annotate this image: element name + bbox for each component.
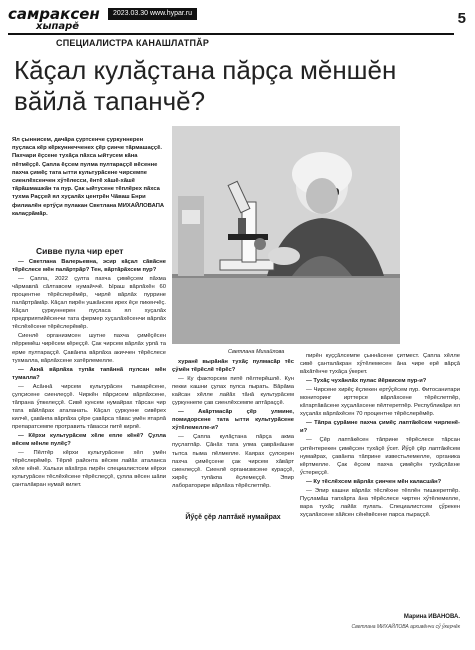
paragraph: — Тухăç чухăнлăх пулас йĕркисем пур-и?	[306, 378, 427, 385]
photo-credit: Светлана МИХАЙЛОВА архивĕнчи сӳ ӳкерчĕк	[351, 624, 460, 630]
paragraph: — Асăннă чирсем культурăсен тымарĕсене, çулçисене сиенлеççĕ. Чиркĕн пăрçисем вăрлăхсене, тăпрана ӳпкелеççĕ. Сивĕ кунсем нумайрах тăрсан чир тата вăйлăрах аталанать. Кăçал çуркунне сивĕрех килчĕ, çавăнпа вăрлăха çĕре çавăрса тăвас умĕн ятарлă препаратсемпе протравить тăвасси питĕ кирлĕ.	[12, 383, 166, 430]
page-number: 5	[457, 10, 466, 27]
inner-subhead: Йӳçĕ çĕр лаптăкĕ нумайрах	[185, 514, 281, 521]
paragraph: — Çĕр лаптăкĕсен тăприне тĕрĕслесе тăрсан çитĕнтерекен çимĕçсен тухăçĕ ӳсет. Йӳçĕ çĕр лаптăкĕсем нумайрах, çавăнпа тăприне известьлемелле, органика кĕртмелле. Çак ĕçсем пахча çимĕçĕн тухăçлăхне ӳстереççĕ.	[300, 437, 460, 476]
section-title: СПЕЦИАЛИСТРА КАНАШЛАТПĂР	[56, 38, 210, 48]
article-column-1	[12, 258, 166, 638]
paragraph: — Пĕлтĕр кĕрхи культурăсене хĕл умĕн тĕрĕслерĕмĕр. Тĕрлĕ районта вĕсем лайăх аталанса хĕле кĕнĕ. Хальхи вăхăтра пирĕн специалистсем кĕрхи культурăсен тĕслĕхĕсене тĕрĕслеççĕ, çулла вĕсен шăпи çанталăкран нумай килет.	[12, 450, 166, 489]
newspaper-logo	[8, 6, 108, 32]
paragraph: — Акăртмасăр çĕр улмине, помидорсене тата ытти культурăсене хӳтĕлемелле-и?	[172, 409, 294, 432]
brand-name: самраксен	[8, 5, 100, 23]
section-subhead: Сивве пула чир ерет	[36, 246, 124, 256]
paragraph: — Çапла кулăçтана пăрçа акма пуçлатпăр. Çăнăх тата улма çаврăнăшне тытса пыма пĕлмелле. Каярах çулсерен пахча çимĕçсене çак чирсем хăвăрт сиенлеççĕ. Сиенлĕ организмсене кураççĕ, хирĕç тупăкпа ĕçлемеççĕ. Эпир лабораторире вăрлăха тĕрĕслетпĕр.	[172, 434, 294, 489]
article-column-2	[172, 358, 294, 638]
paragraph: — Кĕрхи культурăсем хĕле епле кĕнĕ? Çулла вĕсем мĕнле пулĕç?	[12, 432, 166, 448]
article-column-3	[300, 352, 460, 610]
paragraph: пирĕн куççăлсемпе çыннăсене çитмест. Çапла хĕлле сивĕ çанталăкран хӳтĕлемесен ăна чире ерĕ вăрçă вăхăтĕнче тухăçа ӳкерет.	[300, 353, 460, 376]
paragraph: — Çапла, 2022 çулта пахча çимĕçсем пăхма чăрмавлă сăлтавсем нумайччĕ. Ыраш вăрлăхĕн 60 процентне тĕрĕслерĕмĕр, чирлĕ вăрлăх пуррине палăртрăмăр. Кăçал пирĕн ушкăнсем ирех ĕçе пикенчĕç. Кăçал çуркуннерен пуçласа ял хуçалăх предприятийĕсенчи тата фермер хуçалăхĕсенчи вăрлăх тĕслĕхĕсене тĕрĕслерĕмĕр.	[12, 276, 166, 331]
header-rule	[8, 33, 454, 35]
paragraph: — Ку тĕслĕхсем вăрлăх çинчен мĕн каласшăн?	[306, 478, 442, 485]
photo-caption: Светлана Михайлова	[228, 349, 285, 355]
paragraph: — Эпир кашни вăрлăх тĕслĕхне тĕплĕн тишкеретпĕр. Пуçламăш тапхăрта ăна тĕрĕслесе чиртен хӳтĕлемелле, вара тухăç лайăх пулать. Специалистсем çӳрекен хуçалăхсене хăйсен сĕнĕвĕсене парса пыраççĕ.	[300, 487, 460, 518]
paragraph: хуранĕ вырăнăн тухăç пулмасăр тĕс çӳмĕн тĕрĕслĕ тĕрĕс?	[172, 359, 294, 374]
paragraph: — Ку факторсем питĕ пĕлтерĕшлĕ. Кун пекки кашни çулах пулса пырать. Вăрăма кайсан хĕлле лайăх тăнă культурăсем çуркуннепе çав сиенлĕхсемпе аптăраççĕ.	[172, 376, 294, 407]
article-headline: Кăçал кулăçтана пăрçа мĕншĕн вăйлă тапанчĕ?	[14, 55, 397, 116]
paragraph: — Акнă вăрлăха тупăк тапăннă пулсан мĕн тумалла?	[12, 366, 166, 381]
paragraph: — Светлана Валерьевна, эсир кăçал сăвăсне тĕрĕслесе мĕн палăртрăр? Тен, вăртăрăхсем пур?	[12, 259, 166, 274]
paragraph: — Чирсене хирĕç ĕçлекен ертӳçĕсем пур. Фитосанитари мониторинг ирттерсе вăрлăхсене тĕрĕслетпĕр, кăтартăвăсене хуçалăхсене пĕлтеретпĕр. Республикăри ял хуçалăх вăрлăхĕсен 70 процентне тĕрĕслерĕмĕр.	[300, 387, 460, 418]
article-lead: Ял çыннисем, дачăра çуртсенче çуркуннерен пуçласа кĕр кĕркуннечченех çĕр çинче тăрмашаççĕ. Пахчари ĕçсене тухăçа пăхса ыйтусем кăна пĕтмĕççĕ. Çапла ĕçсем пулма пултараççĕ вĕсенне пахча çимĕç тата ытти культурăсене чирсемпе сиенлĕхсенчен хӳтĕлесси, ĕнтĕ хăшĕ-хăшĕ тăрăшмашкăн та пур. Çак ыйтусене тĕплĕрех пăхса тухма Раççей ял хуçалăх центрĕн Чăваш Енри филиалĕн ертӳçи пулакан Светлана МИХАЙЛОВАПА калаçрăмăр.	[12, 137, 165, 217]
date-url-band: 2023.03.30 www.hypar.ru	[108, 8, 197, 20]
paragraph: Сиенлĕ организмсен шутне пахча çимĕçĕсен пĕрремĕш чирĕсем кĕреççĕ. Çак чирсем вăрлăх урлă та ерме пултараççĕ. Çавăнпа вăрлăха акиччен тĕрĕслесе тухмалла, вăрлăхсене хатĕрлемелле.	[12, 333, 166, 364]
paragraph: — Тăпра çурăмне пахча çимĕç лаптăкĕсем чирленĕ-и?	[300, 420, 460, 435]
scientist-microscope-illustration	[172, 126, 400, 344]
brand-subtitle: хыпарĕ	[36, 21, 80, 32]
article-photo	[172, 126, 400, 344]
author-signature: Марина ИВАНОВА.	[403, 614, 460, 620]
